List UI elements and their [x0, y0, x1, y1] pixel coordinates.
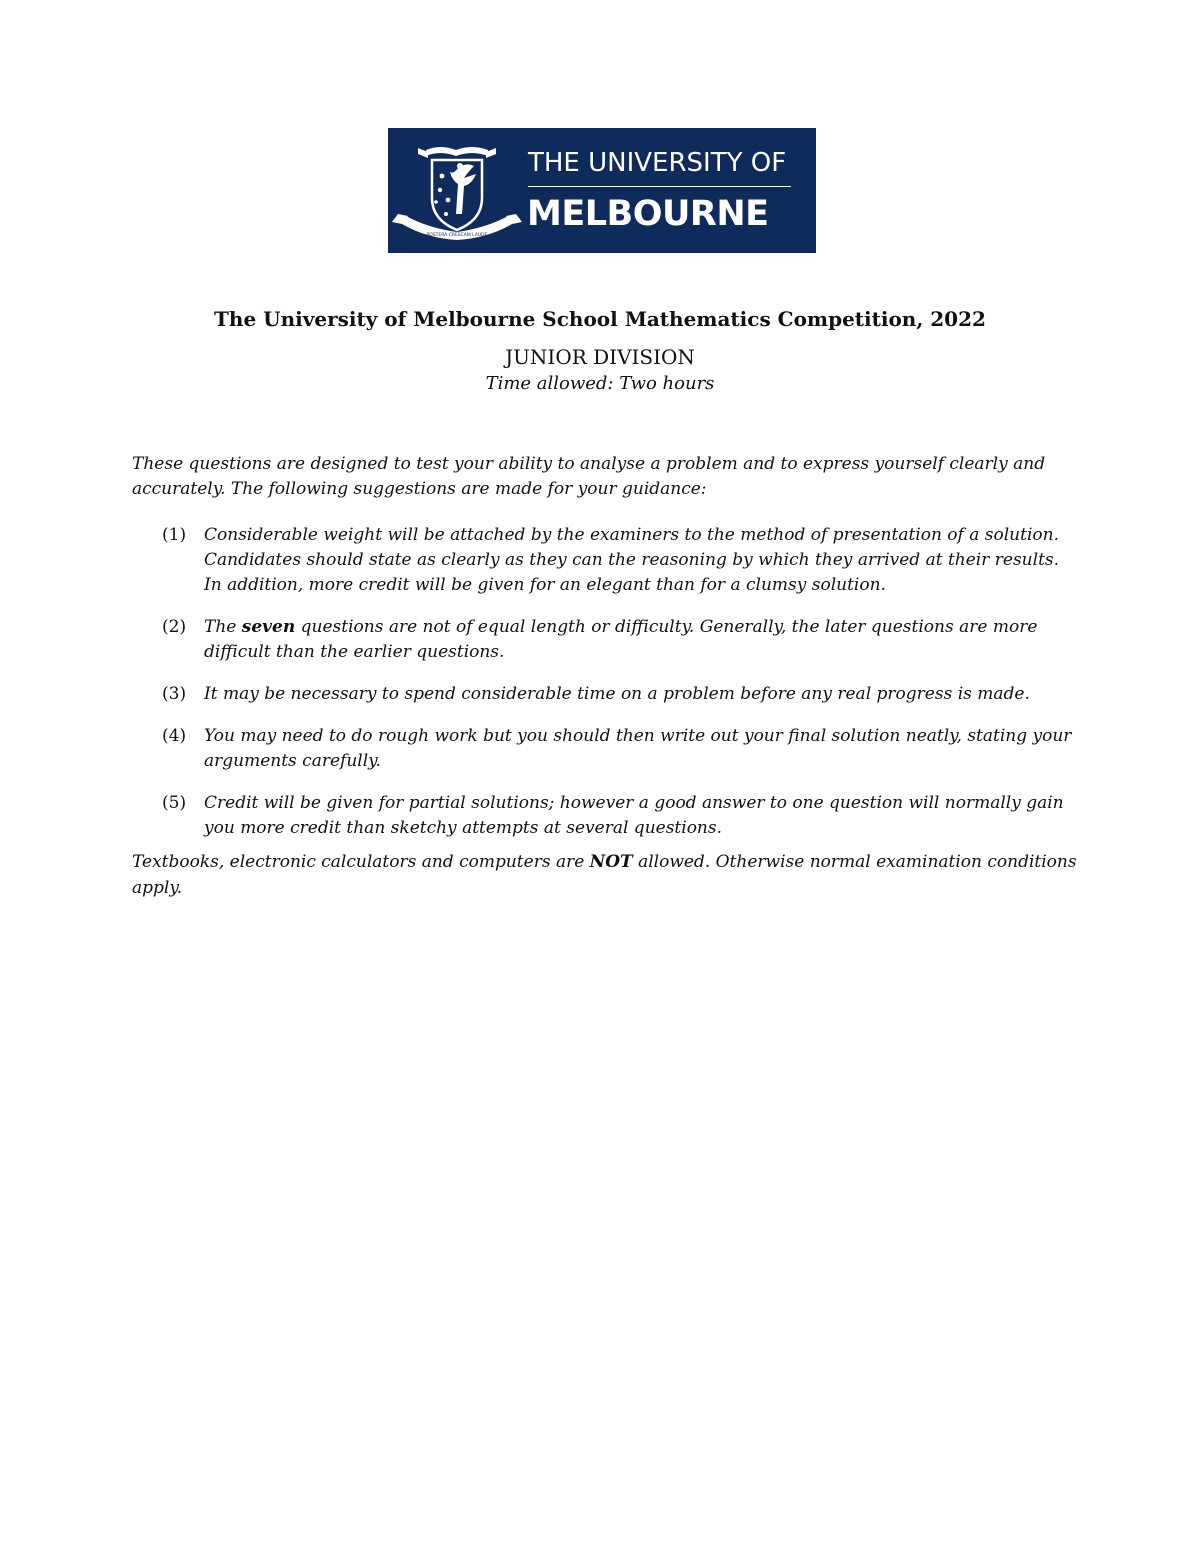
closing-text-bold: NOT [589, 852, 633, 872]
list-item [132, 523, 1078, 598]
intro-paragraph: These questions are designed to test your ability to analyse a problem and to express yourself clearly and accurately. The following suggestions are made for your guidance: [132, 454, 1046, 499]
closing-text-post: allowed. Otherwise normal examination conditions apply. [132, 852, 1077, 898]
logo-divider [528, 186, 791, 187]
list-item [132, 615, 1078, 665]
item-text-bold: seven [241, 617, 296, 637]
item-text: You may need to do rough work but you should then write out your final solution neatly, stating your arguments carefully. [204, 726, 1072, 771]
item-number: (5) [162, 793, 187, 813]
logo-motto: POSTERA CRESCAM LAUDE [426, 233, 488, 238]
closing-text-pre: Textbooks, electronic calculators and computers are [132, 852, 590, 872]
item-text-pre: The [204, 617, 242, 637]
list-item [132, 791, 1078, 841]
item-number: (1) [162, 525, 187, 545]
item-text: Credit will be given for partial solutions; however a good answer to one question will normally gain you more credit than sketchy attempts at several questions. [204, 793, 1064, 838]
time-allowed: Time allowed: Two hours [485, 373, 715, 394]
item-number: (4) [162, 726, 187, 746]
division-heading: JUNIOR DIVISION [505, 345, 695, 369]
logo-text-line2: MELBOURNE [527, 194, 769, 234]
closing-paragraph [132, 849, 1078, 901]
item-number: (3) [162, 684, 187, 704]
item-text-post: questions are not of equal length or difficulty. Generally, the later questions are more difficult than the earlier questions. [204, 617, 1038, 662]
item-text: It may be necessary to spend considerable time on a problem before any real progress is made. [204, 684, 1030, 704]
competition-title: The University of Melbourne School Mathematics Competition, 2022 [214, 307, 986, 331]
item-number: (2) [162, 617, 187, 637]
logo-text-line1: THE UNIVERSITY OF [528, 148, 787, 178]
item-text: Considerable weight will be attached by the examiners to the method of presentation of a solution. Candidates should state as clearly as they can the reasoning by which they arrived at their results. In addition, more credit will be given for an elegant than for a clumsy solution. [204, 525, 1060, 595]
guidance-list [132, 523, 1078, 841]
list-item [132, 724, 1078, 774]
list-item [132, 682, 1078, 707]
